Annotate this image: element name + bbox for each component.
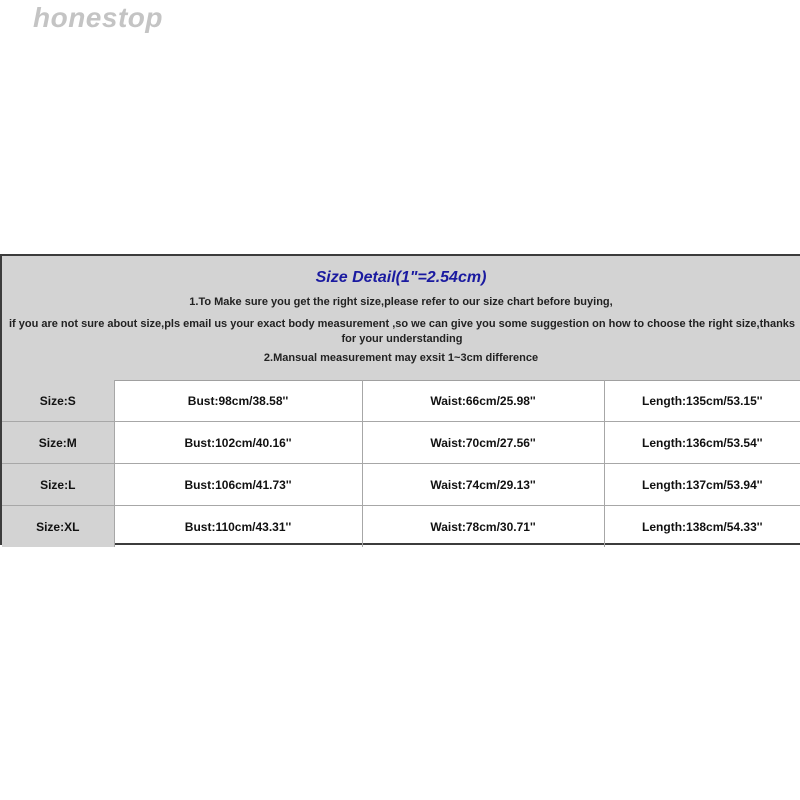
table-row (2, 422, 800, 464)
table-row (2, 464, 800, 506)
length-cell: Length:138cm/54.33'' (604, 506, 800, 548)
waist-cell: Waist:74cm/29.13'' (362, 464, 604, 506)
size-detail-header (2, 256, 800, 381)
size-cell: Size:M (2, 422, 114, 464)
size-chart (0, 254, 800, 545)
size-note-1: 1.To Make sure you get the right size,please refer to our size chart before buying, (189, 296, 613, 308)
table-row (2, 506, 800, 548)
table-row (2, 380, 800, 422)
size-cell: Size:XL (2, 506, 114, 548)
size-note-3: 2.Mansual measurement may exsit 1~3cm difference (263, 352, 539, 364)
bust-cell: Bust:106cm/41.73'' (114, 464, 362, 506)
length-cell: Length:137cm/53.94'' (604, 464, 800, 506)
brand-watermark: honestop (33, 2, 163, 33)
waist-cell: Waist:66cm/25.98'' (362, 380, 604, 422)
size-table (2, 380, 800, 547)
size-note-2: if you are not sure about size,pls email us your exact body measurement ,so we can give you some suggestion on how to choose the right size,thanks for your understanding (8, 318, 796, 345)
bust-cell: Bust:98cm/38.58'' (114, 380, 362, 422)
bust-cell: Bust:110cm/43.31'' (114, 506, 362, 548)
waist-cell: Waist:78cm/30.71'' (362, 506, 604, 548)
size-cell: Size:S (2, 380, 114, 422)
size-cell: Size:L (2, 464, 114, 506)
bust-cell: Bust:102cm/40.16'' (114, 422, 362, 464)
waist-cell: Waist:70cm/27.56'' (362, 422, 604, 464)
length-cell: Length:136cm/53.54'' (604, 422, 800, 464)
length-cell: Length:135cm/53.15'' (604, 380, 800, 422)
size-detail-title: Size Detail(1"=2.54cm) (315, 269, 487, 286)
